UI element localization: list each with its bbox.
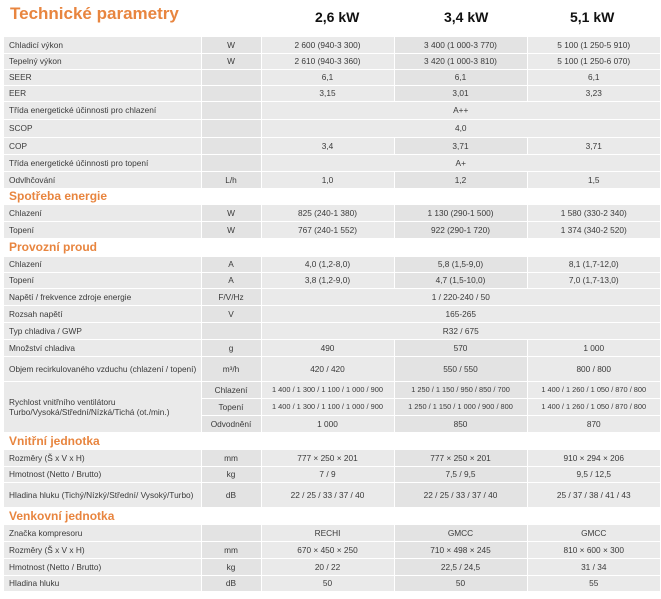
row-unit: W — [201, 204, 261, 221]
section-title-proud: Provozní proud — [4, 238, 660, 256]
column-header-5-1kw: 5,1 kW — [570, 9, 615, 25]
row-unit: kg — [201, 558, 261, 575]
cell-value: 6,1 — [527, 69, 660, 85]
table-row — [4, 482, 660, 507]
row-label: Objem recirkulovaného vzduchu (chlazení / topení) — [4, 356, 201, 381]
cell-value: 1 580 (330-2 340) — [527, 204, 660, 221]
cell-value: 670 × 450 × 250 — [261, 541, 394, 558]
cell-value: 3 420 (1 000-3 810) — [394, 53, 527, 69]
cell-value: 3,71 — [394, 137, 527, 154]
row-label: Chlazení — [4, 256, 201, 272]
table-row — [4, 575, 660, 591]
cell-value: 4,0 (1,2-8,0) — [261, 256, 394, 272]
table-row — [4, 558, 660, 575]
row-label: SEER — [4, 69, 201, 85]
row-label: Množství chladiva — [4, 339, 201, 356]
cell-value: 810 × 600 × 300 — [527, 541, 660, 558]
table-row — [4, 272, 660, 288]
cell-value: 490 — [261, 339, 394, 356]
cell-value: 420 / 420 — [261, 356, 394, 381]
row-unit — [201, 137, 261, 154]
table-row — [4, 466, 660, 482]
row-label: Hladina hluku (Tichý/Nízký/Střední/ Vysoký/Turbo) — [4, 482, 201, 507]
cell-value: 1,2 — [394, 171, 527, 188]
row-unit: A — [201, 272, 261, 288]
cell-value: 870 — [527, 415, 660, 432]
row-label: Chlazení — [4, 204, 201, 221]
cell-value: 25 / 37 / 38 / 41 / 43 — [527, 482, 660, 507]
row-unit: dB — [201, 482, 261, 507]
row-unit — [201, 322, 261, 339]
row-label: Třída energetické účinnosti pro topení — [4, 154, 201, 171]
cell-value: 3,15 — [261, 85, 394, 101]
row-unit — [201, 101, 261, 119]
row-label: Odvlhčování — [4, 171, 201, 188]
column-header-3-4kw: 3,4 kW — [444, 9, 489, 25]
table-row — [4, 288, 660, 305]
cell-value: 3,71 — [527, 137, 660, 154]
section-header — [4, 432, 660, 449]
cell-value: RECHI — [261, 524, 394, 541]
row-label: Rozměry (Š x V x H) — [4, 541, 201, 558]
cell-value: 3,23 — [527, 85, 660, 101]
cell-value: 22 / 25 / 33 / 37 / 40 — [394, 482, 527, 507]
row-label: SCOP — [4, 119, 201, 137]
cell-value: 7,0 (1,7-13,0) — [527, 272, 660, 288]
table-row — [4, 339, 660, 356]
row-label: Rychlost vnitřního ventilátoru Turbo/Vysoká/Střední/Nízká/Tichá (ot./min.) — [4, 381, 201, 432]
row-unit — [201, 154, 261, 171]
row-unit: dB — [201, 575, 261, 591]
table-row — [4, 154, 660, 171]
cell-value: 1 400 / 1 300 / 1 100 / 1 000 / 900 — [261, 381, 394, 398]
cell-value: 777 × 250 × 201 — [261, 449, 394, 466]
cell-value: 1 000 — [261, 415, 394, 432]
cell-value: 7,5 / 9,5 — [394, 466, 527, 482]
cell-value: 550 / 550 — [394, 356, 527, 381]
row-label: Hladina hluku — [4, 575, 201, 591]
cell-value: 5 100 (1 250-6 070) — [527, 53, 660, 69]
row-unit: m³/h — [201, 356, 261, 381]
section-header — [4, 507, 660, 524]
cell-value: 3,01 — [394, 85, 527, 101]
cell-value: 3,4 — [261, 137, 394, 154]
row-label: Topení — [4, 221, 201, 238]
row-unit: mm — [201, 541, 261, 558]
table-row — [4, 322, 660, 339]
table-row — [4, 524, 660, 541]
row-unit — [201, 85, 261, 101]
row-label: Topení — [4, 272, 201, 288]
cell-value: 1 130 (290-1 500) — [394, 204, 527, 221]
cell-value-merged: 165-265 — [261, 305, 660, 322]
table-row — [4, 119, 660, 137]
cell-value: 1 250 / 1 150 / 1 000 / 900 / 800 — [394, 398, 527, 415]
cell-value: 1 400 / 1 260 / 1 050 / 870 / 800 — [527, 398, 660, 415]
row-unit — [201, 524, 261, 541]
table-row — [4, 541, 660, 558]
table-row — [4, 305, 660, 322]
row-label: Rozsah napětí — [4, 305, 201, 322]
row-label: Napětí / frekvence zdroje energie — [4, 288, 201, 305]
row-label: Hmotnost (Netto / Brutto) — [4, 466, 201, 482]
table-row — [4, 221, 660, 238]
table-row — [4, 85, 660, 101]
cell-value: 2 610 (940-3 360) — [261, 53, 394, 69]
section-title-spotreba: Spotřeba energie — [4, 188, 660, 204]
row-label: COP — [4, 137, 201, 154]
cell-value: 22,5 / 24,5 — [394, 558, 527, 575]
cell-value: 710 × 498 × 245 — [394, 541, 527, 558]
table-row — [4, 381, 660, 398]
row-unit: F/V/Hz — [201, 288, 261, 305]
spec-table — [4, 37, 660, 592]
row-unit: A — [201, 256, 261, 272]
cell-value: 1 374 (340-2 520) — [527, 221, 660, 238]
table-row — [4, 256, 660, 272]
cell-value: 22 / 25 / 33 / 37 / 40 — [261, 482, 394, 507]
cell-value-merged: A++ — [261, 101, 660, 119]
cell-value: 8,1 (1,7-12,0) — [527, 256, 660, 272]
cell-value: 6,1 — [261, 69, 394, 85]
row-mode: Chlazení — [201, 381, 261, 398]
page-title: Technické parametry — [10, 4, 179, 23]
cell-value: 5,8 (1,5-9,0) — [394, 256, 527, 272]
cell-value: 825 (240-1 380) — [261, 204, 394, 221]
table-row — [4, 356, 660, 381]
cell-value-merged: R32 / 675 — [261, 322, 660, 339]
cell-value: 767 (240-1 552) — [261, 221, 394, 238]
table-row — [4, 137, 660, 154]
table-row — [4, 69, 660, 85]
cell-value: 1,5 — [527, 171, 660, 188]
column-header-2-6kw: 2,6 kW — [315, 9, 360, 25]
cell-value: 3,8 (1,2-9,0) — [261, 272, 394, 288]
cell-value: 50 — [394, 575, 527, 591]
cell-value: 1 000 — [527, 339, 660, 356]
row-unit: V — [201, 305, 261, 322]
row-unit: W — [201, 37, 261, 53]
row-unit: W — [201, 53, 261, 69]
cell-value: 3 400 (1 000-3 770) — [394, 37, 527, 53]
cell-value: 1,0 — [261, 171, 394, 188]
table-row — [4, 101, 660, 119]
cell-value-merged: 1 / 220-240 / 50 — [261, 288, 660, 305]
table-row — [4, 37, 660, 53]
cell-value: 800 / 800 — [527, 356, 660, 381]
cell-value: 55 — [527, 575, 660, 591]
section-header — [4, 188, 660, 204]
section-title-vnitrni: Vnitřní jednotka — [4, 432, 660, 449]
cell-value: 570 — [394, 339, 527, 356]
cell-value: 5 100 (1 250-5 910) — [527, 37, 660, 53]
cell-value: 20 / 22 — [261, 558, 394, 575]
cell-value: GMCC — [394, 524, 527, 541]
cell-value: 1 400 / 1 300 / 1 100 / 1 000 / 900 — [261, 398, 394, 415]
cell-value: 50 — [261, 575, 394, 591]
row-unit: mm — [201, 449, 261, 466]
cell-value: 9,5 / 12,5 — [527, 466, 660, 482]
table-row — [4, 204, 660, 221]
cell-value: 850 — [394, 415, 527, 432]
table-row — [4, 449, 660, 466]
section-header — [4, 238, 660, 256]
table-row — [4, 171, 660, 188]
cell-value: 7 / 9 — [261, 466, 394, 482]
cell-value: 1 250 / 1 150 / 950 / 850 / 700 — [394, 381, 527, 398]
row-unit — [201, 69, 261, 85]
row-label: Značka kompresoru — [4, 524, 201, 541]
cell-value: 777 × 250 × 201 — [394, 449, 527, 466]
cell-value: 4,7 (1,5-10,0) — [394, 272, 527, 288]
row-unit: L/h — [201, 171, 261, 188]
cell-value: 910 × 294 × 206 — [527, 449, 660, 466]
row-unit: W — [201, 221, 261, 238]
row-unit: g — [201, 339, 261, 356]
row-unit — [201, 119, 261, 137]
row-mode: Odvodnění — [201, 415, 261, 432]
cell-value: 6,1 — [394, 69, 527, 85]
row-label: Typ chladiva / GWP — [4, 322, 201, 339]
cell-value: 922 (290-1 720) — [394, 221, 527, 238]
cell-value: 1 400 / 1 260 / 1 050 / 870 / 800 — [527, 381, 660, 398]
cell-value: 2 600 (940-3 300) — [261, 37, 394, 53]
cell-value-merged: 4,0 — [261, 119, 660, 137]
row-label: Chladicí výkon — [4, 37, 201, 53]
section-title-venkovni: Venkovní jednotka — [4, 507, 660, 524]
cell-value: 31 / 34 — [527, 558, 660, 575]
row-label: Tepelný výkon — [4, 53, 201, 69]
row-label: Hmotnost (Netto / Brutto) — [4, 558, 201, 575]
row-label: Třída energetické účinnosti pro chlazení — [4, 101, 201, 119]
row-unit: kg — [201, 466, 261, 482]
row-label: Rozměry (Š x V x H) — [4, 449, 201, 466]
cell-value-merged: A+ — [261, 154, 660, 171]
row-mode: Topení — [201, 398, 261, 415]
table-row — [4, 53, 660, 69]
cell-value: GMCC — [527, 524, 660, 541]
row-label: EER — [4, 85, 201, 101]
